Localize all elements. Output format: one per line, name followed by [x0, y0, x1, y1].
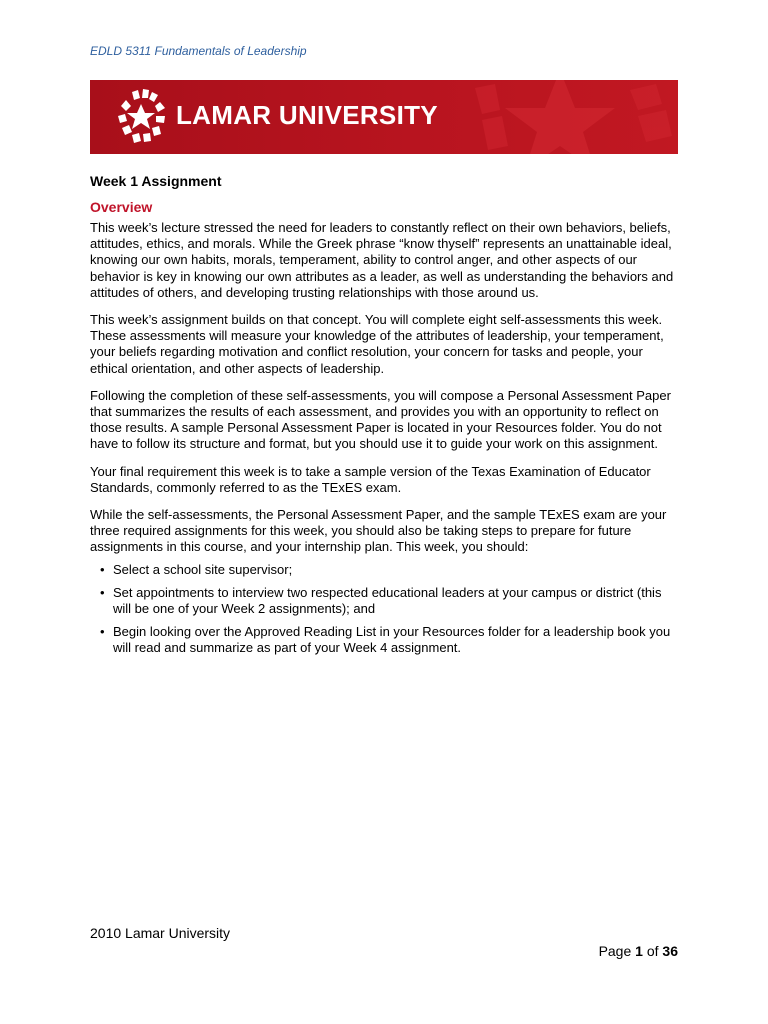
lamar-star-logo-icon [114, 88, 170, 146]
footer-copyright: 2010 Lamar University [90, 925, 231, 941]
page-current: 1 [635, 943, 643, 959]
page-total: 36 [662, 943, 678, 959]
document-body [90, 172, 680, 664]
list-item [90, 585, 680, 617]
list-item-text: Set appointments to interview two respected educational leaders at your campus or district (this will be one of your Week 2 assignments); and [113, 584, 662, 617]
university-wordmark: LAMAR UNIVERSITY [176, 100, 438, 130]
page-number [599, 943, 678, 959]
bullet-icon: • [100, 561, 105, 577]
paragraph: Following the completion of these self-assessments, you will compose a Personal Assessment Paper that summarizes the results of each assessment, and provides you with an opportunity to reflect on those results. A sample Personal Assessment Paper is located in your Resources folder. You do not have to follow its structure and format, but you should use it to guide your work on this assignment. [90, 387, 671, 452]
paragraph: While the self-assessments, the Personal Assessment Paper, and the sample TExES exam are your three required assignments for this week, you should also be taking steps to prepare for future assignments in this course, and your internship plan. This week, you should: [90, 507, 667, 555]
paragraph: This week’s lecture stressed the need for leaders to constantly reflect on their own behaviors, beliefs, attitudes, ethics, and morals. While the Greek phrase “know thyself” represents an unattainable ideal, knowing our own habits, morals, temperament, ability to control anger, and other aspects of our behavior is key in knowing our own attributes as a leader, as well as understanding the behaviors and attitudes of others, and developing trusting relationships with those around us. [90, 220, 674, 300]
course-header: EDLD 5311 Fundamentals of Leadership [90, 44, 307, 58]
university-banner [90, 80, 678, 154]
list-item-text: Begin looking over the Approved Reading List in your Resources folder for a leadership book you will read and summarize as part of your Week 4 assignment. [113, 624, 671, 656]
list-item [90, 562, 680, 578]
bullet-icon: • [100, 584, 105, 600]
paragraph: This week’s assignment builds on that concept. You will complete eight self-assessments this week. These assessments will measure your knowledge of the attributes of leadership, your temperament, your beliefs regarding motivation and conflict resolution, your concern for tasks and people, your ethical orientation, and other aspects of leadership. [90, 312, 664, 376]
list-item-text: Select a school site supervisor; [113, 561, 293, 577]
bullet-icon: • [100, 624, 105, 640]
page-word: Page [598, 943, 632, 959]
todo-list [90, 562, 680, 657]
page-of: of [646, 943, 659, 959]
section-heading-overview: Overview [90, 199, 153, 215]
list-item [90, 624, 680, 656]
paragraph: Your final requirement this week is to take a sample version of the Texas Examination of Educator Standards, commonly referred to as the TExES exam. [90, 463, 651, 495]
page-title: Week 1 Assignment [90, 173, 222, 189]
